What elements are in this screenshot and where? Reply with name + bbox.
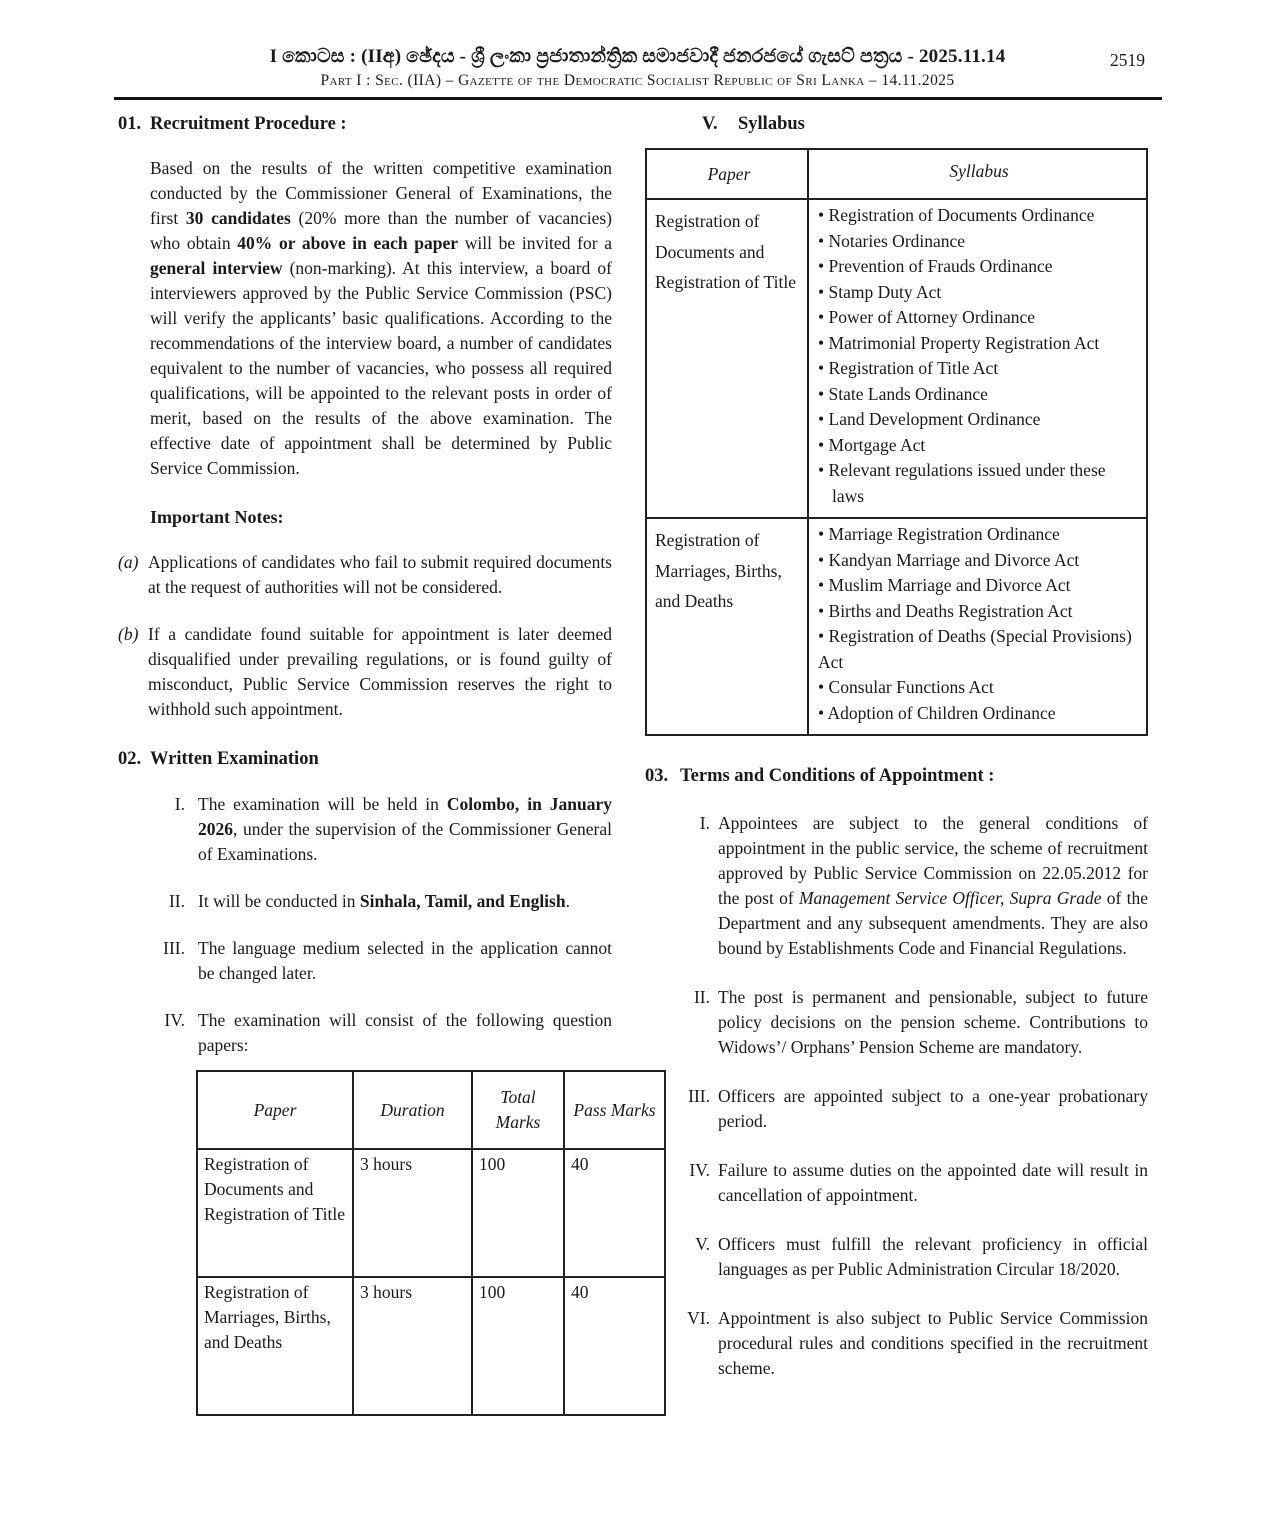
exam-table-cell: 100 [472, 1277, 564, 1415]
exam-item-2-seg: It will be conducted in [198, 891, 360, 911]
exam-papers-table [196, 1070, 666, 1416]
terms-item-5-text: Officers must fulfill the relevant proficiency in official languages as per Public Administration Circular 18/2020. [718, 1234, 1148, 1279]
section-05-title: Syllabus [738, 114, 805, 134]
page-header [0, 0, 1275, 100]
list-item: • Matrimonial Property Registration Act [818, 331, 1140, 357]
terms-item-5 [645, 1232, 1148, 1282]
note-b-label: (b) [118, 624, 139, 644]
list-item: • Muslim Marriage and Divorce Act [818, 573, 1140, 599]
terms-item-6 [645, 1306, 1148, 1381]
exam-table-header-pass-marks: Pass Marks [564, 1071, 665, 1149]
syllabus-paper-cell: Registration of Documents and Registration of Title [646, 199, 808, 518]
note-a-text: Applications of candidates who fail to submit required documents at the request of authorities will not be considered. [148, 552, 612, 597]
list-item: • Births and Deaths Registration Act [818, 599, 1140, 625]
exam-item-2 [118, 889, 612, 914]
list-item: • Kandyan Marriage and Divorce Act [818, 548, 1140, 574]
table-row [197, 1277, 665, 1415]
syllabus-table-header-paper: Paper [646, 149, 808, 199]
exam-table-cell: 100 [472, 1149, 564, 1277]
syllabus-table [645, 148, 1148, 736]
section-02-title: Written Examination [150, 749, 319, 769]
section-05-number: V. [702, 114, 718, 134]
note-b [118, 622, 612, 722]
terms-item-1-seg: of the Department and any subsequent amendments. They are also bound by Establishments Code and Financial Regulations. [718, 888, 1148, 958]
terms-item-6-numeral: VI. [687, 1308, 710, 1328]
terms-item-1-numeral: I. [699, 813, 710, 833]
exam-table-header-total-marks: Total Marks [472, 1071, 564, 1149]
note-a [118, 550, 612, 600]
terms-item-4-numeral: IV. [689, 1160, 710, 1180]
section-02-heading [118, 749, 612, 770]
list-item: • Adoption of Children Ordinance [818, 701, 1140, 727]
list-item: • Registration of Title Act [818, 356, 1140, 382]
exam-item-1-numeral: I. [174, 794, 185, 814]
list-item: • Mortgage Act [818, 433, 1140, 459]
recruitment-text: (non-marking). At this interview, a board of interviewers approved by the Public Service Commission (PSC) will verify the applicants’ basic qualifications. According to the recommendations of the interview board, a number of candidates equivalent to the number of vacancies, who possess all required qualifications, will be appointed to the relevant posts in order of merit, based on the results of the above examination. The effective date of appointment shall be determined by Public Service Commission. [150, 258, 612, 478]
terms-item-2 [645, 985, 1148, 1060]
list-item: • Land Development Ordinance [818, 407, 1140, 433]
recruitment-bold-percent: 40% or above in each paper [237, 233, 459, 253]
exam-item-1-bold: Colombo, in January 2026 [198, 794, 612, 839]
list-item: • Prevention of Frauds Ordinance [818, 254, 1140, 280]
header-english-title: Part I : Sec. (IIA) – Gazette of the Democratic Socialist Republic of Sri Lanka – 14.11.2025 [320, 72, 955, 89]
terms-item-5-numeral: V. [695, 1234, 710, 1254]
exam-item-2-seg: . [565, 891, 570, 911]
terms-item-3-numeral: III. [688, 1086, 710, 1106]
terms-item-4-text: Failure to assume duties on the appointed date will result in cancellation of appointment. [718, 1160, 1148, 1205]
list-item: • State Lands Ordinance [818, 382, 1140, 408]
list-item: • Stamp Duty Act [818, 280, 1140, 306]
terms-item-1-text [718, 811, 1148, 961]
list-item: • Marriage Registration Ordinance [818, 522, 1140, 548]
section-03-title: Terms and Conditions of Appointment : [680, 766, 995, 786]
terms-item-2-text: The post is permanent and pensionable, subject to future policy decisions on the pension scheme. Contributions to Widows’/ Orphans’ Pension Scheme are mandatory. [718, 987, 1148, 1057]
section-01-number: 01. [118, 114, 142, 134]
left-column [118, 114, 656, 1416]
exam-item-4-text: The examination will consist of the following question papers: [198, 1010, 612, 1055]
table-row [646, 518, 1147, 735]
terms-item-3 [645, 1084, 1148, 1134]
exam-item-2-bold: Sinhala, Tamil, and English [359, 891, 566, 911]
terms-item-3-text: Officers are appointed subject to a one-year probationary period. [718, 1086, 1148, 1131]
header-sinhala-title: I කොටස : (IIඅ) ඡේදය - ශ්‍රී ලංකා ප්‍රජාතාන්ත්‍රික සමාජවාදී ජනරජයේ ගැසට් පත්‍රය - 2025.11.14 [269, 46, 1006, 67]
exam-table-cell: 3 hours [353, 1149, 472, 1277]
right-column [645, 114, 1148, 1416]
exam-item-3 [118, 936, 612, 986]
exam-item-1-seg: , under the supervision of the Commissioner General of Examinations. [198, 819, 612, 864]
exam-table-cell: Registration of Documents and Registration of Title [197, 1149, 353, 1277]
exam-table-header-row [197, 1071, 665, 1149]
terms-item-1 [645, 811, 1148, 961]
section-01-heading [118, 114, 612, 135]
section-01-title: Recruitment Procedure : [150, 114, 347, 134]
terms-item-6-text: Appointment is also subject to Public Service Commission procedural rules and conditions specified in the recruitment scheme. [718, 1308, 1148, 1378]
table-row [197, 1149, 665, 1277]
syllabus-table-header-row [646, 149, 1147, 199]
terms-item-1-italic-post: Management Service Officer, Supra Grade [798, 888, 1102, 908]
list-item: • Notaries Ordinance [818, 229, 1140, 255]
exam-item-1-text [198, 792, 612, 867]
table-row [646, 199, 1147, 518]
list-item: • Registration of Deaths (Special Provisions) Act [818, 624, 1140, 675]
list-item: • Power of Attorney Ordinance [818, 305, 1140, 331]
recruitment-text: Based on the results of the written competitive examination conducted by the Commissioner General of Examinations, the first [150, 158, 612, 228]
syllabus-paper-cell: Registration of Marriages, Births, and Deaths [646, 518, 808, 735]
exam-item-4 [118, 1008, 612, 1058]
recruitment-paragraph [150, 156, 612, 481]
column-gap [612, 114, 645, 1416]
exam-table-cell: 40 [564, 1277, 665, 1415]
recruitment-bold-candidates: 30 candidates [185, 208, 291, 228]
exam-table-header-paper: Paper [197, 1071, 353, 1149]
note-a-label: (a) [118, 552, 139, 572]
recruitment-text: will be invited for a [458, 233, 612, 253]
exam-item-2-numeral: II. [168, 891, 185, 911]
exam-item-3-text: The language medium selected in the application cannot be changed later. [198, 938, 612, 983]
list-item: • Registration of Documents Ordinance [818, 203, 1140, 229]
important-notes-heading: Important Notes: [150, 507, 284, 527]
terms-item-4 [645, 1158, 1148, 1208]
exam-item-3-numeral: III. [163, 938, 185, 958]
recruitment-text: (20% more than the number of vacancies) who obtain [150, 208, 612, 253]
recruitment-bold-interview: general interview [150, 258, 283, 278]
exam-table-cell: 40 [564, 1149, 665, 1277]
header-divider [114, 97, 1162, 100]
syllabus-items-cell [808, 518, 1147, 735]
exam-table-cell: Registration of Marriages, Births, and Deaths [197, 1277, 353, 1415]
exam-item-2-text [198, 889, 612, 914]
exam-item-1-seg: The examination will be held in [198, 794, 447, 814]
section-03-number: 03. [645, 766, 669, 786]
terms-item-2-numeral: II. [693, 987, 710, 1007]
page-number: 2519 [1110, 50, 1145, 70]
section-03-heading [645, 766, 1148, 787]
syllabus-table-header-syllabus: Syllabus [808, 149, 1147, 199]
list-item: • Relevant regulations issued under these laws [818, 458, 1140, 509]
list-item: • Consular Functions Act [818, 675, 1140, 701]
note-b-text: If a candidate found suitable for appointment is later deemed disqualified under prevailing regulations, or is found guilty of misconduct, Public Service Commission reserves the right to withhold such appointment. [148, 624, 612, 719]
exam-table-header-duration: Duration [353, 1071, 472, 1149]
exam-table-cell: 3 hours [353, 1277, 472, 1415]
syllabus-items-cell [808, 199, 1147, 518]
exam-item-1 [118, 792, 612, 867]
terms-item-1-seg: Appointees are subject to the general conditions of appointment in the public service, the scheme of recruitment approved by Public Service Commission on 22.05.2012 for the post of [718, 813, 1148, 908]
exam-item-4-numeral: IV. [164, 1010, 185, 1030]
section-05-heading [702, 114, 1148, 135]
section-02-number: 02. [118, 749, 142, 769]
